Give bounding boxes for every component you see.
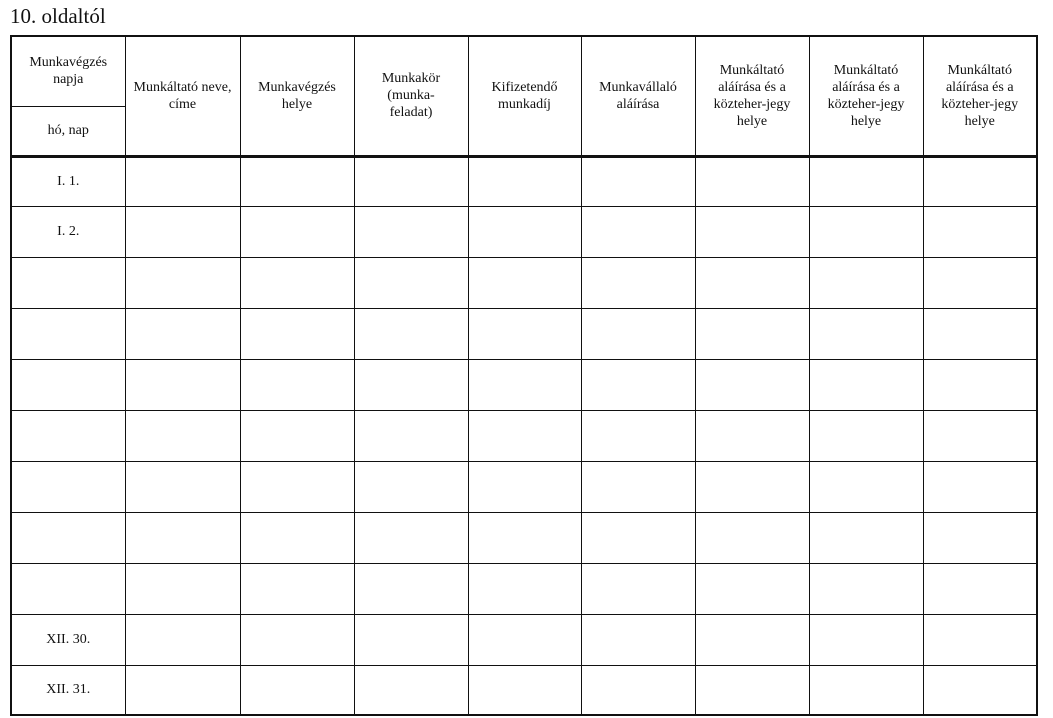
- cell-employer-signature-2[interactable]: [809, 461, 923, 512]
- cell-wage[interactable]: [468, 461, 581, 512]
- cell-job-role[interactable]: [354, 665, 468, 715]
- cell-work-place[interactable]: [240, 665, 354, 715]
- header-employer-name: [125, 36, 240, 156]
- header-wage: [468, 36, 581, 156]
- cell-employer-name[interactable]: [125, 206, 240, 257]
- cell-employer-name[interactable]: [125, 257, 240, 308]
- cell-employer-signature-3[interactable]: [923, 308, 1037, 359]
- cell-wage[interactable]: [468, 156, 581, 206]
- header-month-day: [11, 106, 125, 156]
- cell-employer-name[interactable]: [125, 359, 240, 410]
- cell-job-role[interactable]: [354, 206, 468, 257]
- cell-employer-signature-3[interactable]: [923, 461, 1037, 512]
- row-date-cell: [11, 410, 125, 461]
- cell-job-role[interactable]: [354, 257, 468, 308]
- table-row: [11, 206, 1037, 257]
- cell-job-role[interactable]: [354, 410, 468, 461]
- cell-employer-signature-3[interactable]: [923, 206, 1037, 257]
- cell-employer-signature-1[interactable]: [695, 461, 809, 512]
- cell-employer-name[interactable]: [125, 665, 240, 715]
- cell-employer-name[interactable]: [125, 308, 240, 359]
- cell-employee-signature[interactable]: [581, 206, 695, 257]
- cell-employer-signature-2[interactable]: [809, 156, 923, 206]
- cell-work-place[interactable]: [240, 614, 354, 665]
- cell-employee-signature[interactable]: [581, 563, 695, 614]
- cell-employee-signature[interactable]: [581, 614, 695, 665]
- header-wage-label: Kifizetendő munkadíj: [491, 79, 558, 112]
- cell-employer-name[interactable]: [125, 461, 240, 512]
- header-month-day-label: hó, nap: [47, 123, 89, 138]
- header-work-place-label: Munkavégzés helye: [258, 79, 336, 112]
- header-job-role: [354, 36, 468, 156]
- cell-employer-signature-1[interactable]: [695, 665, 809, 715]
- cell-employer-name[interactable]: [125, 156, 240, 206]
- cell-wage[interactable]: [468, 665, 581, 715]
- row-date-cell: I. 1.: [11, 156, 125, 206]
- cell-employer-signature-1[interactable]: [695, 614, 809, 665]
- cell-work-place[interactable]: [240, 461, 354, 512]
- cell-wage[interactable]: [468, 308, 581, 359]
- cell-employer-signature-2[interactable]: [809, 512, 923, 563]
- cell-wage[interactable]: [468, 614, 581, 665]
- header-employee-signature: [581, 36, 695, 156]
- header-employer-signature-1-label: Munkáltató aláírása és a közteher-jegy helye: [713, 62, 791, 129]
- cell-employer-signature-3[interactable]: [923, 359, 1037, 410]
- header-employer-signature-3-label: Munkáltató aláírása és a közteher-jegy helye: [941, 62, 1019, 129]
- cell-job-role[interactable]: [354, 308, 468, 359]
- row-date-cell: [11, 563, 125, 614]
- cell-employer-signature-2[interactable]: [809, 563, 923, 614]
- work-log-table: [10, 35, 1038, 716]
- cell-employer-signature-3[interactable]: [923, 512, 1037, 563]
- cell-wage[interactable]: [468, 359, 581, 410]
- table-row: [11, 614, 1037, 665]
- cell-employer-signature-1[interactable]: [695, 563, 809, 614]
- cell-job-role[interactable]: [354, 614, 468, 665]
- cell-work-place[interactable]: [240, 257, 354, 308]
- cell-employer-signature-3[interactable]: [923, 257, 1037, 308]
- cell-work-place[interactable]: [240, 512, 354, 563]
- table-row: [11, 461, 1037, 512]
- cell-employer-signature-1[interactable]: [695, 257, 809, 308]
- cell-job-role[interactable]: [354, 461, 468, 512]
- header-employer-signature-2-label: Munkáltató aláírása és a közteher-jegy helye: [827, 62, 905, 129]
- cell-employer-name[interactable]: [125, 512, 240, 563]
- cell-job-role[interactable]: [354, 156, 468, 206]
- cell-employer-signature-2[interactable]: [809, 359, 923, 410]
- header-job-role-label: Munkakör (munka-feladat): [381, 71, 441, 121]
- cell-employer-signature-1[interactable]: [695, 156, 809, 206]
- cell-employer-signature-3[interactable]: [923, 614, 1037, 665]
- table-row: [11, 512, 1037, 563]
- cell-wage[interactable]: [468, 410, 581, 461]
- cell-work-place[interactable]: [240, 563, 354, 614]
- cell-employer-signature-3[interactable]: [923, 665, 1037, 715]
- cell-employee-signature[interactable]: [581, 257, 695, 308]
- cell-employee-signature[interactable]: [581, 665, 695, 715]
- row-date-cell: [11, 308, 125, 359]
- cell-work-place[interactable]: [240, 410, 354, 461]
- header-work-place: [240, 36, 354, 156]
- cell-employer-signature-2[interactable]: [809, 308, 923, 359]
- cell-employer-signature-2[interactable]: [809, 410, 923, 461]
- cell-work-place[interactable]: [240, 206, 354, 257]
- table-row: [11, 410, 1037, 461]
- cell-wage[interactable]: [468, 563, 581, 614]
- header-employer-name-label: Munkáltató neve, címe: [133, 79, 232, 112]
- cell-work-place[interactable]: [240, 156, 354, 206]
- cell-employee-signature[interactable]: [581, 410, 695, 461]
- header-workday-label: Munkavégzés napja: [29, 55, 108, 88]
- cell-employer-signature-1[interactable]: [695, 308, 809, 359]
- cell-employer-signature-1[interactable]: [695, 359, 809, 410]
- table-row: [11, 308, 1037, 359]
- table-row: [11, 665, 1037, 715]
- header-employee-signature-label: Munkavállaló aláírása: [599, 79, 677, 112]
- cell-employer-signature-3[interactable]: [923, 410, 1037, 461]
- cell-employer-signature-2[interactable]: [809, 206, 923, 257]
- table-row: [11, 156, 1037, 206]
- table-row: [11, 563, 1037, 614]
- cell-employer-name[interactable]: [125, 614, 240, 665]
- cell-wage[interactable]: [468, 257, 581, 308]
- cell-employee-signature[interactable]: [581, 156, 695, 206]
- row-date-cell: I. 2.: [11, 206, 125, 257]
- page-heading: 10. oldaltól: [10, 4, 106, 28]
- cell-employer-name[interactable]: [125, 563, 240, 614]
- cell-employer-signature-2[interactable]: [809, 257, 923, 308]
- cell-job-role[interactable]: [354, 512, 468, 563]
- cell-work-place[interactable]: [240, 359, 354, 410]
- header-employer-signature-2: [809, 36, 923, 156]
- table-row: [11, 359, 1037, 410]
- row-date-cell: [11, 461, 125, 512]
- cell-employee-signature[interactable]: [581, 308, 695, 359]
- cell-employer-name[interactable]: [125, 410, 240, 461]
- cell-employee-signature[interactable]: [581, 359, 695, 410]
- cell-job-role[interactable]: [354, 563, 468, 614]
- cell-employer-signature-3[interactable]: [923, 156, 1037, 206]
- header-employer-signature-1: [695, 36, 809, 156]
- row-date-cell: [11, 359, 125, 410]
- cell-work-place[interactable]: [240, 308, 354, 359]
- cell-job-role[interactable]: [354, 359, 468, 410]
- cell-employee-signature[interactable]: [581, 461, 695, 512]
- cell-employer-signature-1[interactable]: [695, 206, 809, 257]
- header-employer-signature-3: [923, 36, 1037, 156]
- row-date-cell: XII. 30.: [11, 614, 125, 665]
- row-date-cell: [11, 512, 125, 563]
- cell-wage[interactable]: [468, 512, 581, 563]
- table-row: [11, 257, 1037, 308]
- cell-employer-signature-2[interactable]: [809, 614, 923, 665]
- row-date-cell: [11, 257, 125, 308]
- header-workday: [11, 36, 125, 106]
- cell-employer-signature-2[interactable]: [809, 665, 923, 715]
- cell-employee-signature[interactable]: [581, 512, 695, 563]
- cell-employer-signature-1[interactable]: [695, 512, 809, 563]
- cell-employer-signature-3[interactable]: [923, 563, 1037, 614]
- cell-wage[interactable]: [468, 206, 581, 257]
- row-date-cell: XII. 31.: [11, 665, 125, 715]
- cell-employer-signature-1[interactable]: [695, 410, 809, 461]
